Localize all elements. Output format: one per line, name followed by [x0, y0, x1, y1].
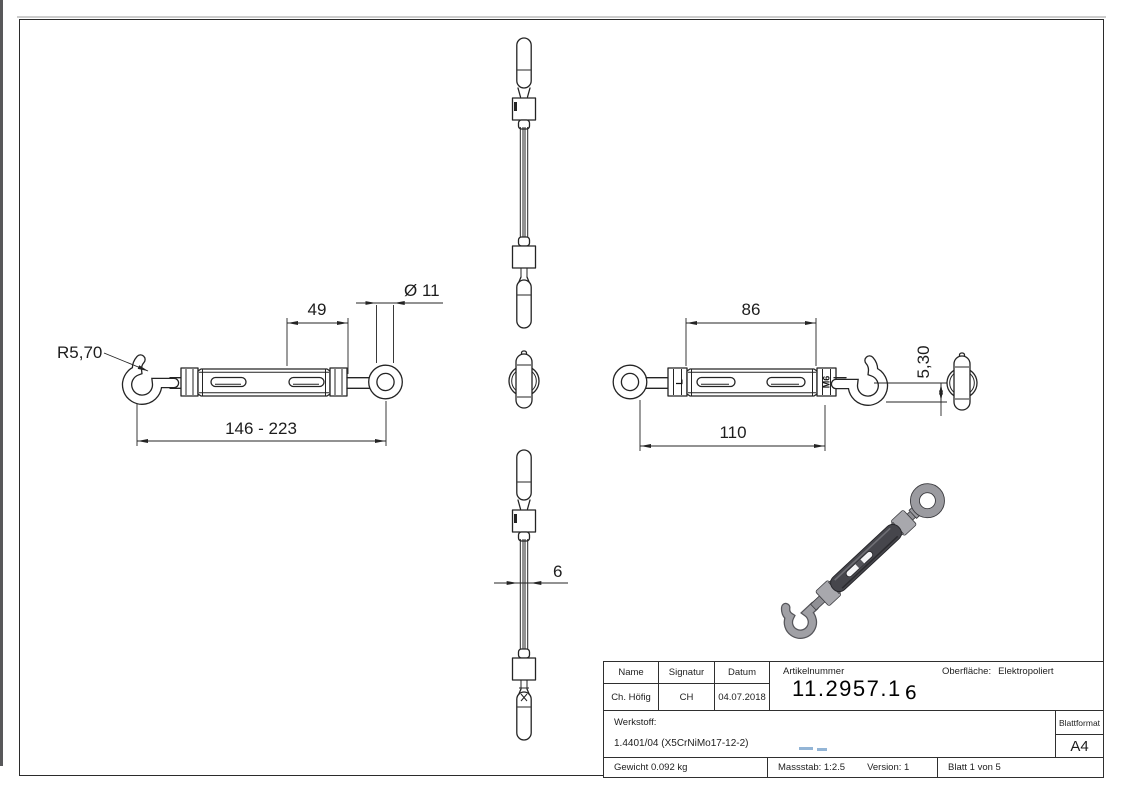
right-hook — [836, 361, 883, 401]
titleblock-name-label: Name — [603, 661, 659, 684]
artikelnummer-label: Artikelnummer — [783, 666, 845, 677]
blatt-value: Blatt 1 von 5 — [937, 757, 1104, 778]
view-end-middle — [509, 351, 539, 408]
dim-body-span: 86 — [741, 300, 761, 319]
dim-profile-width: 6 — [553, 562, 563, 581]
blue-dash-artifact — [799, 747, 813, 750]
werkstoff-label: Werkstoff: — [614, 717, 657, 728]
view-isometric-3d — [777, 476, 951, 642]
massstab-cell — [767, 757, 938, 778]
left-view-nut-right — [330, 368, 347, 396]
title-block — [603, 661, 1104, 778]
view-side-bottom — [494, 450, 568, 740]
titleblock-signatur-value: CH — [658, 683, 715, 711]
blattformat-label: Blattformat — [1055, 710, 1104, 735]
artikelnummer-suffix: 6 — [904, 682, 917, 704]
dim-hook-radius: R5,70 — [57, 343, 103, 362]
gewicht-value: Gewicht 0.092 kg — [603, 757, 768, 778]
view-side-top — [513, 38, 536, 328]
titleblock-werkstoff-cell — [603, 710, 1056, 758]
view-front-left — [57, 281, 443, 446]
nut-mark-right: M6 — [821, 375, 832, 389]
dim-eye-diameter: Ø 11 — [404, 281, 440, 300]
blattformat-value: A4 — [1055, 734, 1104, 758]
titleblock-name-value: Ch. Höfig — [603, 683, 659, 711]
massstab-value: Massstab: 1:2.5 — [778, 762, 846, 773]
blue-dash-artifact — [817, 748, 827, 751]
artikelnummer-value: 11.2957.1 6 — [792, 676, 917, 704]
view-end-right — [947, 353, 977, 410]
oberflaeche-value: Elektropoliert — [998, 666, 1054, 677]
titleblock-datum-label: Datum — [714, 661, 770, 684]
view-front-right — [613, 300, 947, 451]
dim-hook-gap: 5,30 — [914, 345, 933, 379]
dim-body-length: 110 — [719, 423, 747, 442]
nut-mark-left: L — [674, 379, 685, 385]
titleblock-signatur-label: Signatur — [658, 661, 715, 684]
titleblock-artikel-cell — [769, 661, 1104, 711]
version-value: Version: 1 — [867, 762, 910, 773]
left-view-nut-left — [181, 368, 198, 396]
werkstoff-value: 1.4401/04 (X5CrNiMo17-12-2) — [614, 738, 749, 749]
titleblock-datum-value: 04.07.2018 — [714, 683, 770, 711]
dim-slot-span: 49 — [307, 300, 327, 319]
dim-length-range: 146 - 223 — [225, 419, 297, 438]
oberflaeche: Oberfläche: Elektropoliert — [942, 666, 1054, 677]
